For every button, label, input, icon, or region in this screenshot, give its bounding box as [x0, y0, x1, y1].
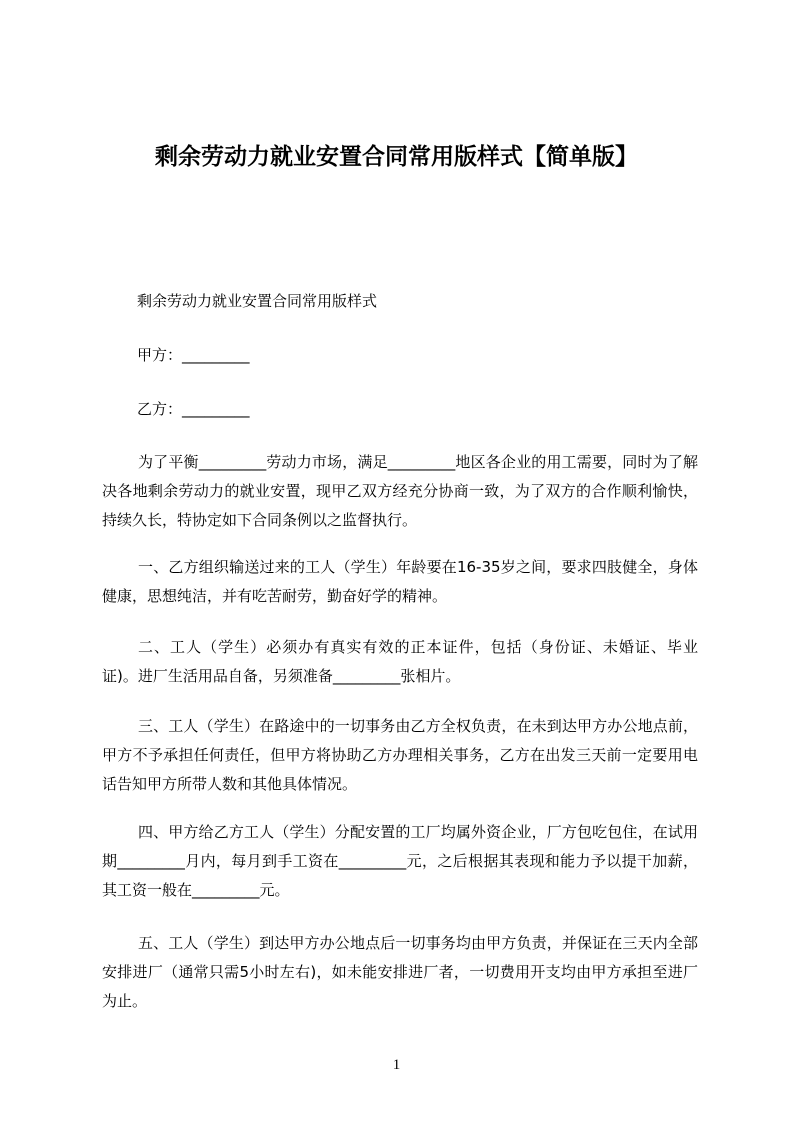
clause-4-paragraph: 四、甲方给乙方工人（学生）分配安置的工厂均属外资企业，厂方包吃包住，在试用期_________月内，每月到手工资在_________元，之后根据其表现和能力予以提干加薪，其工资一般在_________元。: [102, 823, 698, 899]
preamble-paragraph: 为了平衡_________劳动力市场，满足_________地区各企业的用工需要，同时为了解决各地剩余劳动力的就业安置，现甲乙双方经充分协商一致，为了双方的合作顺利愉快，持续久长，特协定如下合同条例以之监督执行。: [102, 453, 698, 529]
clause-1-paragraph: 一、乙方组织输送过来的工人（学生）年龄要在16-35岁之间，要求四肢健全，身体健康，思想纯洁，并有吃苦耐劳，勤奋好学的精神。: [102, 558, 698, 605]
page-number: 1: [392, 1057, 401, 1073]
document-subtitle: 剩余劳动力就业安置合同常用版样式: [137, 292, 378, 310]
clause-5-paragraph: 五、工人（学生）到达甲方办公地点后一切事务均由甲方负责，并保证在三天内全部安排进厂（通常只需5小时左右)，如未能安排进厂者，一切费用开支均由甲方承担至进厂为止。: [102, 934, 698, 1010]
party-a-line: 甲方：_________: [137, 346, 250, 364]
document-title: 剩余劳动力就业安置合同常用版样式【简单版】: [155, 144, 638, 170]
clause-2-paragraph: 二、工人（学生）必须办有真实有效的正本证件，包括（身份证、未婚证、毕业证)。进厂生活用品自备，另须准备_________张相片。: [102, 638, 698, 685]
party-b-line: 乙方：_________: [137, 400, 250, 418]
clause-3-paragraph: 三、工人（学生）在路途中的一切事务由乙方全权负责，在未到达甲方办公地点前，甲方不予承担任何责任，但甲方将协助乙方办理相关事务，乙方在出发三天前一定要用电话告知甲方所带人数和其他具体情况。: [102, 717, 698, 793]
